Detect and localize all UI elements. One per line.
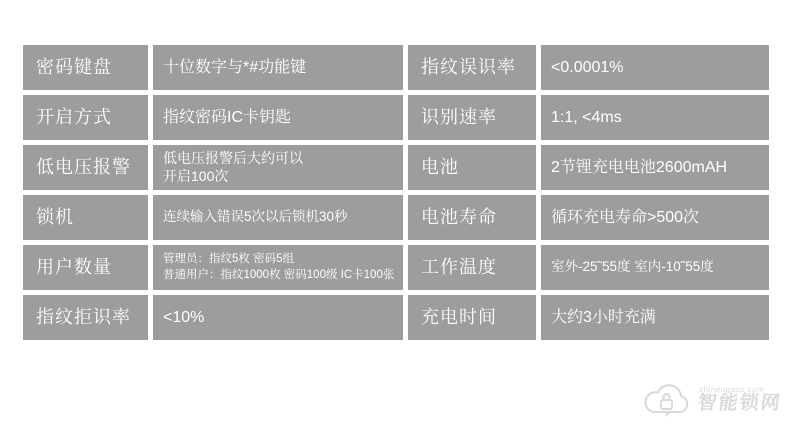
spec-label (408, 295, 536, 340)
spec-label (408, 45, 536, 90)
spec-value (541, 45, 769, 90)
spec-label (408, 145, 536, 190)
spec-label (408, 195, 536, 240)
spec-label (23, 295, 148, 340)
spec-value-text: 大约3小时充满 (551, 308, 656, 326)
spec-value-text: 1:1, <4ms (551, 108, 622, 126)
spec-value (541, 95, 769, 140)
spec-label-text: 用户数量 (36, 256, 112, 277)
spec-table (23, 45, 769, 340)
watermark-site: zhinengsuo.com (698, 384, 765, 394)
watermark-name: 智能锁网 (696, 393, 783, 415)
spec-value-text: 普通用户：指纹1000枚 密码100级 IC卡100张 (163, 268, 395, 281)
spec-label-text: 锁机 (36, 206, 74, 227)
spec-value (153, 245, 403, 290)
spec-value (541, 195, 769, 240)
spec-value-text: 开启100次 (163, 167, 229, 184)
spec-value-text: 2节锂充电电池2600mAH (551, 158, 728, 176)
spec-value (153, 45, 403, 90)
spec-label-text: 指纹误识率 (421, 56, 516, 77)
spec-label-text: 指纹拒识率 (36, 306, 131, 327)
spec-label (23, 245, 148, 290)
spec-value-text: <0.0001% (551, 58, 624, 76)
spec-value (153, 95, 403, 140)
spec-value-text: 十位数字与*#功能键 (163, 58, 307, 76)
spec-value-text: 连续输入错误5次以后锁机30秒 (163, 209, 348, 225)
spec-value (153, 195, 403, 240)
watermark-text (696, 386, 783, 414)
spec-value (153, 145, 403, 190)
spec-value (153, 295, 403, 340)
spec-value-text: 指纹密码IC卡钥匙 (163, 108, 292, 126)
spec-value-text: 管理员：指纹5枚 密码5组 (163, 252, 294, 265)
spec-label-text: 低电压报警 (36, 156, 131, 177)
spec-label-text: 电池寿命 (421, 206, 497, 227)
spec-label-text: 充电时间 (421, 306, 497, 327)
spec-label (23, 95, 148, 140)
cloud-lock-icon (640, 380, 692, 420)
spec-label-text: 密码键盘 (36, 56, 112, 77)
spec-label-text: 工作温度 (421, 256, 497, 277)
spec-value-text: <10% (163, 308, 205, 326)
spec-value (541, 245, 769, 290)
spec-label (408, 245, 536, 290)
spec-label (23, 45, 148, 90)
spec-value-text: 低电压报警后大约可以 (163, 150, 303, 166)
spec-label (23, 195, 148, 240)
spec-value (541, 295, 769, 340)
spec-label-text: 开启方式 (36, 106, 112, 127)
spec-value (541, 145, 769, 190)
spec-label-text: 识别速率 (421, 106, 497, 127)
spec-value-text: 室外-25˜55度 室内-10˜55度 (551, 259, 714, 275)
spec-label (23, 145, 148, 190)
spec-value-text: 循环充电寿命>500次 (551, 208, 700, 226)
spec-label-text: 电池 (421, 156, 459, 177)
spec-label (408, 95, 536, 140)
watermark (640, 380, 782, 420)
